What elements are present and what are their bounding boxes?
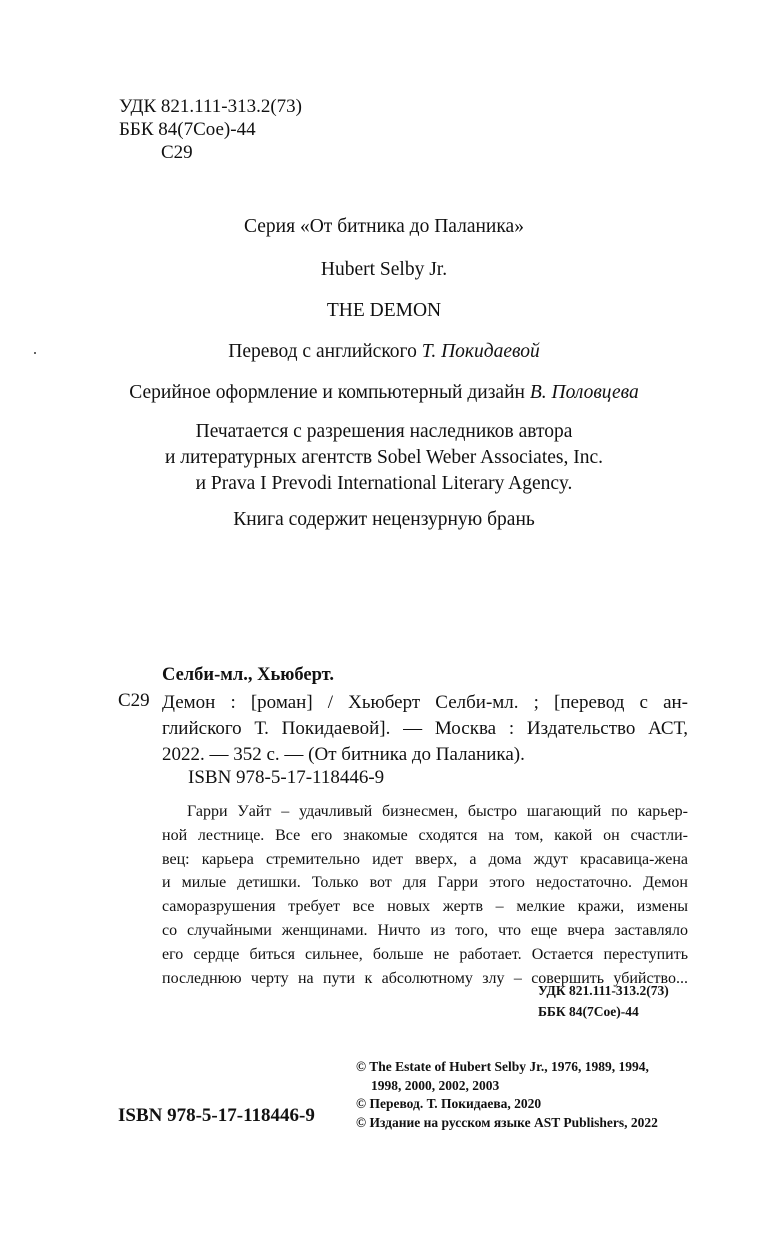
copyright-line: 1998, 2000, 2002, 2003	[371, 1077, 500, 1093]
annotation-line: ной лестнице. Все его знакомые сходятся на том, какой он счастли-	[162, 826, 688, 844]
card-author: Селби-мл., Хьюберт.	[162, 665, 334, 685]
footer-codes	[538, 980, 669, 1022]
translator-name: Т. Покидаевой	[421, 341, 540, 362]
translation-prefix: Перевод с английского	[228, 341, 417, 362]
permission-line: и Prava I Prevodi International Literary Agency.	[195, 473, 573, 494]
isbn: ISBN 978-5-17-118446-9	[118, 1105, 315, 1126]
permission-notice	[0, 419, 768, 497]
card-description	[162, 690, 688, 768]
annotation-line: со случайными женщинами. Ничто из того, что еще вчера заставляло	[162, 921, 688, 939]
copyright-block	[356, 1058, 658, 1133]
footer-bbk: ББК 84(7Сое)-44	[538, 1004, 639, 1019]
classification-codes	[119, 95, 302, 164]
author-mark: С29	[161, 142, 193, 163]
annotation-line: Гарри Уайт – удачливый бизнесмен, быстро шагающий по карьер-	[187, 803, 688, 820]
designer-name: В. Половцева	[529, 382, 639, 403]
copyright-line: © The Estate of Hubert Selby Jr., 1976, 1989, 1994,	[356, 1059, 649, 1074]
original-author: Hubert Selby Jr.	[320, 259, 448, 280]
design-prefix: Серийное оформление и компьютерный дизайн	[129, 382, 525, 403]
annotation-line: последнюю черту на пути к абсолютному злу – совершить убийство...	[162, 969, 688, 987]
annotation	[162, 800, 688, 990]
card-code: С29	[118, 690, 150, 711]
translation-credit	[0, 341, 768, 363]
original-title: THE DEMON	[326, 300, 442, 321]
bbk-code: ББК 84(7Сое)-44	[119, 119, 256, 140]
annotation-line: саморазрушения требует все новых жертв – мелкие кражи, измены	[162, 898, 688, 916]
card-line: 2022. — 352 с. — (От битника до Паланика).	[162, 744, 525, 765]
series-title: Серия «От битника до Паланика»	[244, 216, 524, 237]
footer-udk: УДК 821.111-313.2(73)	[538, 983, 669, 998]
permission-line: Печатается с разрешения наследников автора	[195, 421, 573, 442]
design-credit	[0, 382, 768, 404]
card-line: глийского Т. Покидаевой]. — Москва : Издательство АСТ,	[162, 718, 688, 739]
content-warning: Книга содержит нецензурную брань	[233, 509, 535, 530]
copyright-line: © Издание на русском языке AST Publishers, 2022	[356, 1115, 658, 1131]
udk-code: УДК 821.111-313.2(73)	[119, 96, 302, 117]
card-isbn: ISBN 978-5-17-118446-9	[188, 767, 385, 788]
annotation-line: вец: карьера стремительно идет вверх, а дома ждут красавица-жена	[162, 850, 688, 868]
copyright-line: © Перевод. Т. Покидаева, 2020	[356, 1096, 542, 1112]
permission-line: и литературных агентств Sobel Weber Associates, Inc.	[164, 447, 604, 468]
annotation-line: его сердце биться сильнее, больше не работает. Остается переступить	[162, 945, 688, 963]
annotation-line: и милые детишки. Только вот для Гарри этого недостаточно. Демон	[162, 874, 688, 892]
card-line: Демон : [роман] / Хьюберт Селби-мл. ; [перевод с ан-	[162, 692, 688, 713]
